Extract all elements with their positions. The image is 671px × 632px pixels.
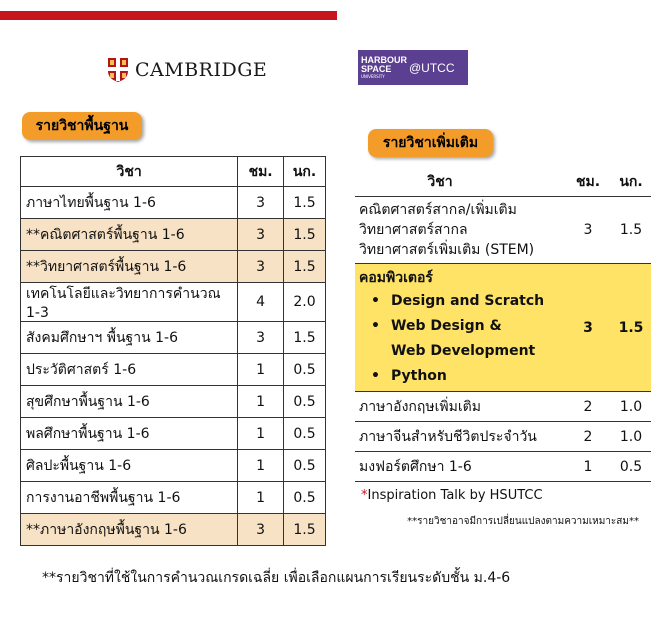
cambridge-wordmark: CAMBRIDGE (135, 59, 268, 81)
credits-cell: 1.0 (619, 398, 643, 415)
stem-hours: 3 (583, 222, 593, 238)
credits-cell: 0.5 (619, 458, 643, 475)
header-credits: นก. (284, 157, 326, 187)
table-header-row (21, 157, 326, 187)
table-row (21, 418, 326, 450)
computer-row (355, 264, 651, 392)
harbour-line2: SPACE (361, 64, 392, 74)
subject-cell: มงฟอร์ตศึกษา 1-6 (359, 458, 472, 475)
bottom-footnote: **รายวิชาที่ใช้ในการคำนวณเกรดเฉลี่ย เพื่อเลือกแผนการเรียนระดับชั้น ม.4-6 (42, 570, 511, 586)
credits-cell: 1.5 (284, 322, 326, 354)
subject-cell: ภาษาไทยพื้นฐาน 1-6 (21, 187, 238, 219)
credits-cell: 1.5 (284, 514, 326, 546)
header-subject: วิชา (427, 174, 453, 190)
computer-title: คอมพิวเตอร์ (359, 270, 433, 286)
credits-cell: 0.5 (284, 450, 326, 482)
hours-cell: 1 (238, 450, 284, 482)
stem-subjects (359, 200, 565, 260)
hours-cell: 1 (238, 354, 284, 386)
computer-hours: 3 (583, 320, 593, 336)
list-item-continuation: Web Development (391, 343, 536, 359)
additional-subjects-table (355, 168, 651, 529)
subject-cell: **ภาษาอังกฤษพื้นฐาน 1-6 (21, 514, 238, 546)
credits-cell: 0.5 (284, 482, 326, 514)
hours-cell: 1 (238, 482, 284, 514)
list-item-label: Design and Scratch (391, 293, 545, 309)
table-row (21, 322, 326, 354)
credits-cell: 1.5 (284, 251, 326, 283)
hours-cell: 3 (238, 187, 284, 219)
hours-cell: 2 (583, 428, 593, 445)
subject-cell: ประวัติศาสตร์ 1-6 (21, 354, 238, 386)
header-hours: ชม. (575, 174, 601, 190)
header-subject: วิชา (21, 157, 238, 187)
bullet-icon: • (371, 368, 380, 384)
header-hours: ชม. (238, 157, 284, 187)
asterisk: * (361, 488, 368, 503)
subject-cell: ศิลปะพื้นฐาน 1-6 (21, 450, 238, 482)
table-row (355, 452, 651, 482)
basic-subjects-table (20, 156, 326, 546)
subject-cell: ภาษาจีนสำหรับชีวิตประจำวัน (359, 428, 537, 445)
hours-cell: 2 (583, 398, 593, 415)
stem-line: คณิตศาสตร์สากล/เพิ่มเติม (359, 202, 517, 218)
harbour-line1: HARBOUR (361, 55, 407, 65)
hours-cell: 1 (238, 418, 284, 450)
harbour-utcc: @UTCC (409, 60, 455, 75)
credits-cell: 0.5 (284, 354, 326, 386)
hours-cell: 1 (583, 458, 593, 475)
list-item (359, 314, 565, 339)
table-row (355, 392, 651, 422)
table-row (21, 386, 326, 418)
table-header-row (355, 168, 651, 197)
credits-cell: 1.5 (284, 187, 326, 219)
additional-subjects-label: รายวิชาเพิ่มเติม (368, 129, 493, 157)
subject-cell: **วิทยาศาสตร์พื้นฐาน 1-6 (21, 251, 238, 283)
table-row (21, 514, 326, 546)
bullet-icon: • (371, 293, 380, 309)
hours-cell: 1 (238, 386, 284, 418)
stem-row (355, 197, 651, 264)
table-row (21, 219, 326, 251)
credits-cell: 2.0 (284, 283, 326, 322)
inspiration-talk (355, 482, 651, 510)
stem-credits: 1.5 (619, 222, 643, 238)
computer-credits: 1.5 (618, 320, 644, 336)
list-item-label: Web Design & (391, 318, 502, 334)
table-row (21, 450, 326, 482)
list-item (359, 364, 565, 389)
table-row (21, 482, 326, 514)
cambridge-shield-icon (107, 57, 129, 83)
stem-line: วิทยาศาสตร์เพิ่มเติม (STEM) (359, 242, 535, 258)
bullet-icon: • (371, 318, 380, 334)
subject-cell: ภาษาอังกฤษเพิ่มเติม (359, 398, 481, 415)
table-row (355, 422, 651, 452)
change-note: **รายวิชาอาจมีการเปลี่ยนแปลงตามความเหมาะสม** (407, 516, 639, 527)
credits-cell: 0.5 (284, 418, 326, 450)
top-red-bar (0, 11, 337, 20)
hours-cell: 3 (238, 322, 284, 354)
computer-subjects (359, 267, 565, 389)
header-credits: นก. (619, 174, 643, 190)
credits-cell: 1.0 (619, 428, 643, 445)
harbour-space-logo (358, 50, 468, 85)
harbour-line3: UNIVERSITY (361, 74, 385, 79)
table-row (21, 251, 326, 283)
subject-cell: พลศึกษาพื้นฐาน 1-6 (21, 418, 238, 450)
subject-cell: **คณิตศาสตร์พื้นฐาน 1-6 (21, 219, 238, 251)
subject-cell: เทคโนโลยีและวิทยาการคำนวณ 1-3 (21, 283, 238, 322)
hours-cell: 3 (238, 219, 284, 251)
table-row (21, 283, 326, 322)
list-item-label: Python (391, 368, 447, 384)
basic-subjects-label: รายวิชาพื้นฐาน (22, 112, 142, 140)
stem-line: วิทยาศาสตร์สากล (359, 222, 468, 238)
hours-cell: 3 (238, 514, 284, 546)
list-item (359, 289, 565, 314)
table-row (21, 187, 326, 219)
table-row (21, 354, 326, 386)
cambridge-logo (107, 56, 267, 84)
inspiration-text: Inspiration Talk by HSUTCC (367, 488, 543, 503)
hours-cell: 3 (238, 251, 284, 283)
subject-cell: การงานอาชีพพื้นฐาน 1-6 (21, 482, 238, 514)
hours-cell: 4 (238, 283, 284, 322)
subject-cell: สังคมศึกษาฯ พื้นฐาน 1-6 (21, 322, 238, 354)
credits-cell: 1.5 (284, 219, 326, 251)
subject-cell: สุขศึกษาพื้นฐาน 1-6 (21, 386, 238, 418)
credits-cell: 0.5 (284, 386, 326, 418)
